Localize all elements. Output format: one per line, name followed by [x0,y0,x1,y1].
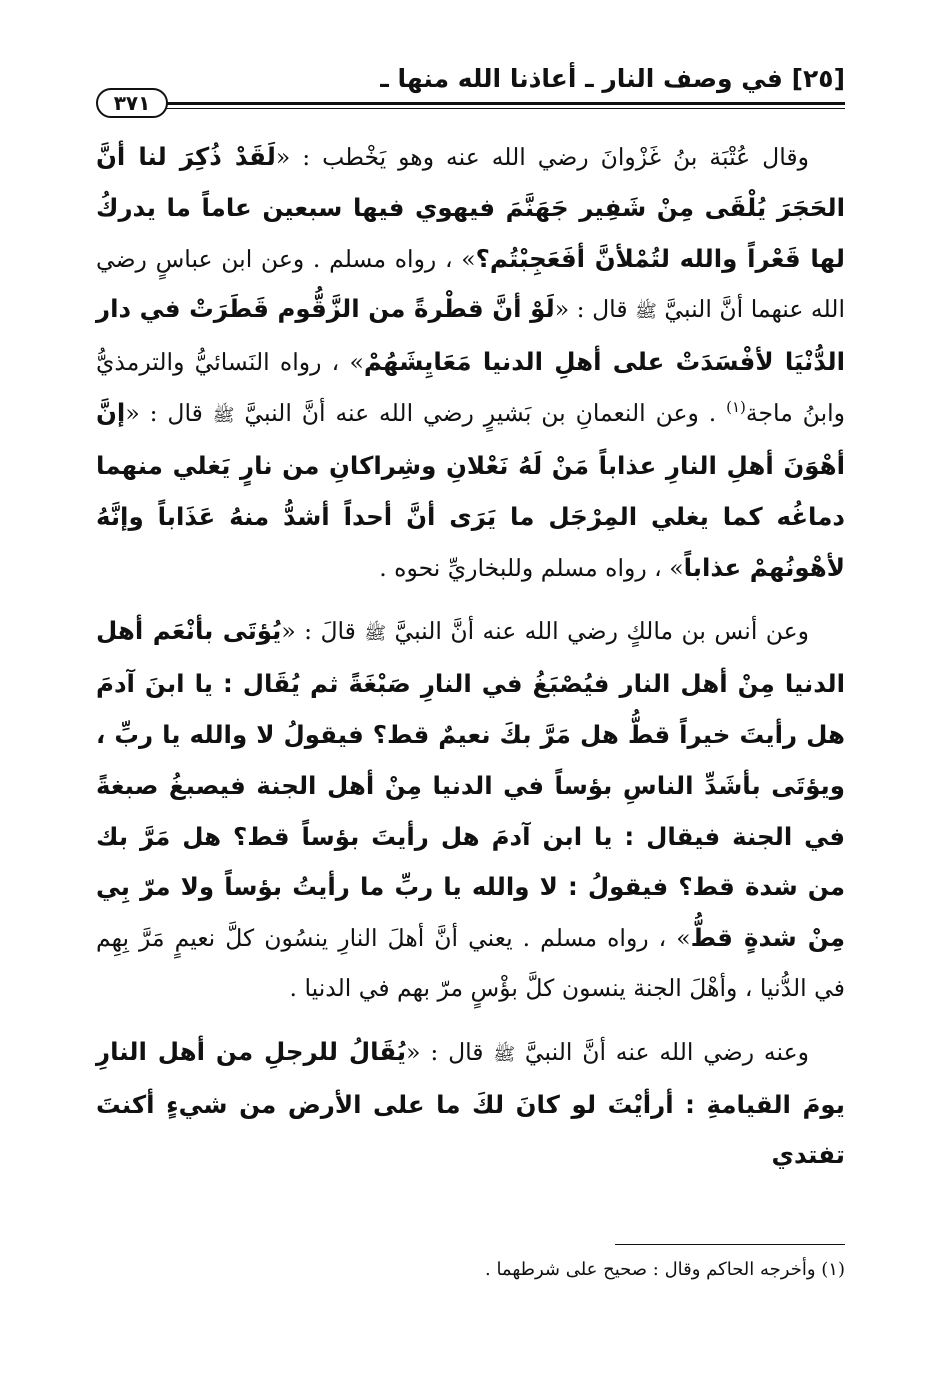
hadith-quote: يُؤتَى بأنْعَم أهل الدنيا مِنْ أهل النار فيُصْبَغُ في النارِ صَبْغَةً ثم يُقَال : يا ابنَ آدمَ هل رأيتَ خيراً قطُّ هل مَرَّ بكَ نعيمٌ قط؟ فيقولُ لا والله يا ربِّ ، ويؤتَى بأشَدِّ الناسِ بؤساً في الدنيا مِنْ أهل الجنة فيصبغُ صبغةً في الجنة فيقال : يا ابن آدمَ هل رأيتَ بؤساً قط؟ هل مَرَّ بك من شدة قط؟ فيقولُ : لا والله يا ربِّ ما رأيتُ بؤساً ولا مرّ بِي مِنْ شدةٍ قطُّ [96,616,845,953]
salutation-glyph: ﷺ [635,301,657,323]
hadith-quote: لَوْ أنَّ قطْرةً من الزَّقُّوم قَطَرَتْ في دار الدُّنْيَا لأفْسَدَتْ على أهلِ الدنيا مَعَايِشَهُمْ [96,294,845,377]
hadith-quote: إنَّ أهْوَنَ أهلِ النارِ عذاباً مَنْ لَهُ نَعْلانِ وشِراكانِ من نارٍ يَغلي منهما دماغُه كما يغلي المِرْجَل ما يَرَى أنَّ أحداً أشدُّ منهُ عَذَاباً وإنَّهُ لأهْونُهمْ عذاباً [96,398,845,582]
text-segment: وعن أنس بن مالكٍ رضي الله عنه أنَّ النبيَّ [386,617,810,646]
paragraph [96,132,845,593]
paragraph [96,606,845,1014]
text-segment: » ، رواه النَسائيُّ والترمذيُّ وابنُ ماجة [96,348,845,428]
text-segment: » ، رواه مسلم . يعني أنَّ أهلَ النارِ ينسُون كلَّ نعيمٍ مَرَّ بِهِم في الدُّنيا ، وأهْلَ الجنة ينسون كلَّ بؤْسٍ مرّ بهم في الدنيا . [96,924,845,1002]
text-segment: قال : « [406,1037,494,1066]
text-segment: قال : « [554,295,636,324]
text-segment: وقال عُتْبَة بنُ غَزْوانَ رضي الله عنه وهو يَخْطب : « [275,143,809,171]
footnote: (١) وأخرجه الحاكم وقال : صحيح على شرطهما . [485,1259,845,1280]
header-rule [166,102,845,105]
hadith-quote: يُقَالُ للرجلِ من أهل النارِ يومَ القيامةِ : أرأيْتَ لو كانَ لكَ ما على الأرض من شيءٍ أكنتَ تفتدي [96,1036,845,1170]
paragraph [96,1027,845,1181]
text-segment: قال : « [125,399,213,428]
text-segment: » ، رواه مسلم . وعن ابن عباسٍ رضي الله عنهما أنَّ النبيَّ [96,244,845,324]
text-segment: وعنه رضي الله عنه أنَّ النبيَّ [515,1037,809,1066]
salutation-glyph: ﷺ [212,405,235,427]
page-number: ٣٧١ [96,88,168,118]
salutation-glyph: ﷺ [364,623,387,645]
footnote-reference: (١) [726,398,746,417]
chapter-title: [٢٥] في وصف النار ـ أعاذنا الله منها ـ [380,64,845,93]
hadith-quote: لَقَدْ ذُكِرَ لنا أنَّ الحَجَرَ يُلْقَى مِنْ شَفِير جَهَنَّمَ فيهوي فيها سبعين عاماً ما يدركُ لها قَعْراً والله لتُمْلأنَّ أفَعَجِبْتُم؟ [96,142,845,273]
text-segment: . وعن النعمانِ بن بَشيرٍ رضي الله عنه أنَّ النبيَّ [234,399,727,428]
footnote-rule [615,1244,845,1245]
text-segment: قالَ : « [281,617,365,646]
header-rule-thin [166,108,845,109]
main-text [96,132,845,1181]
salutation-glyph: ﷺ [493,1043,516,1065]
text-segment: » ، رواه مسلم وللبخاريِّ نحوه . [379,553,684,582]
running-header [96,58,845,116]
